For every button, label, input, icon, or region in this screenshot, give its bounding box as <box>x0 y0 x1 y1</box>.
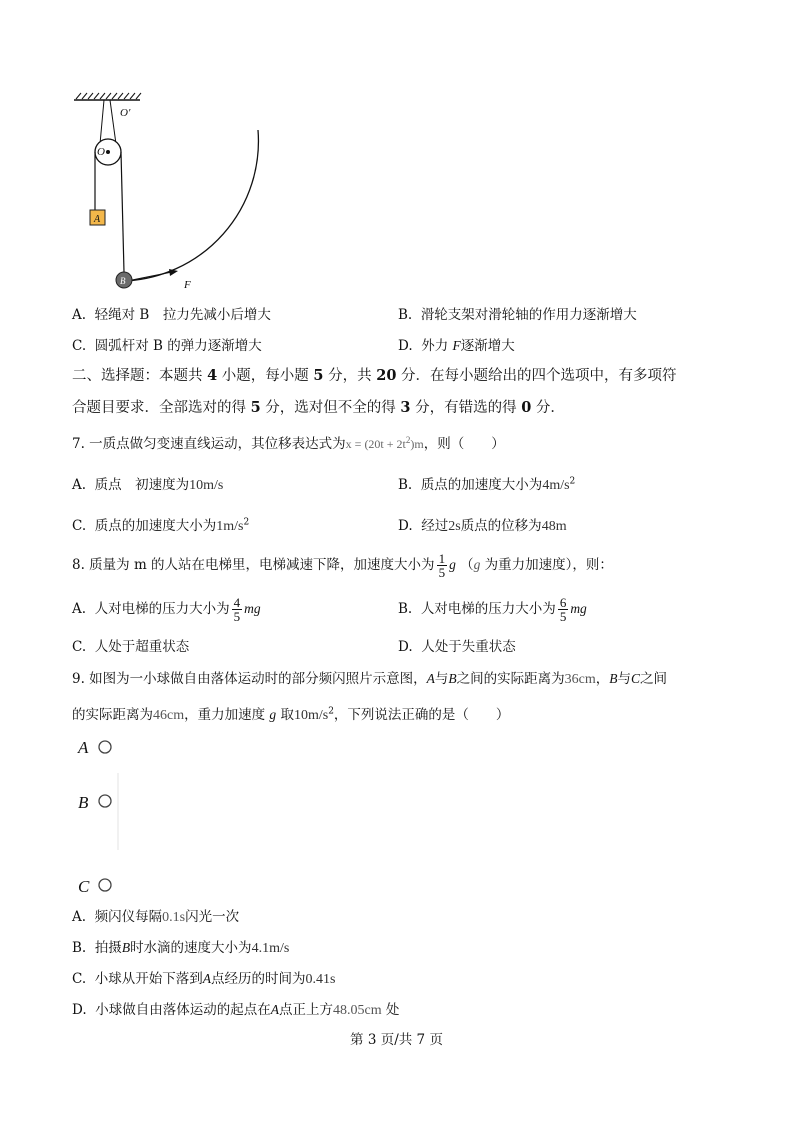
q9-option-b: B. 拍摄B时水滴的速度大小为4.1m/s <box>72 940 290 956</box>
option-prefix: C. <box>72 338 87 354</box>
section-2-instructions-line1: 二、选择题：本题共 4 小题，每小题 5 分，共 20 分．在每小题给出的四个选项中，有多项符 <box>72 367 677 384</box>
fraction: $\frac{4}{5}$ <box>233 595 241 624</box>
q7-formula: $x = (20t + 2t^2)m$ <box>345 435 424 451</box>
q8-option-b: B. 人对电梯的压力大小为 $\frac{6}{5}$ mg <box>398 595 587 624</box>
q7-stem: 7. 一质点做匀变速直线运动，其位移表达式为$x = (20t + 2t^2)m$，则（ ） <box>72 435 505 452</box>
option-text: 轻绳对 B 拉力先减小后增大 <box>94 307 271 323</box>
page-number: 第 3 页/共 7 页 <box>350 1032 443 1048</box>
q8-option-d: D. 人处于失重状态 <box>398 639 516 655</box>
ceiling-hatching <box>76 93 141 99</box>
option-text: 外力 <box>421 338 453 354</box>
q8-option-a: A. 人对电梯的压力大小为 $\frac{4}{5}$ mg <box>72 595 261 624</box>
q7-option-c: C. 质点的加速度大小为$1m/s^2$ <box>72 517 250 534</box>
strobe-ball-A <box>99 741 111 753</box>
option-text: 逐渐增大 <box>460 338 515 354</box>
arc-rod <box>124 130 258 281</box>
option-text: 滑轮支架对滑轮轴的作用力逐渐增大 <box>420 307 637 323</box>
q6-option-c <box>72 337 262 355</box>
strobe-label-A: A <box>78 738 89 757</box>
q8-stem: 8. 质量为 m 的人站在电梯里，电梯减速下降，加速度大小为 $\frac{1}{5}$ g （g 为重力加速度），则： <box>72 551 613 580</box>
section-2-instructions-line2: 合题目要求．全部选对的得 5 分，选对但不全的得 3 分，有错选的得 0 分． <box>72 399 565 416</box>
option-var: F <box>452 338 461 353</box>
support-left <box>100 100 104 144</box>
q9-option-c: C. 小球从开始下落到A点经历的时间为0.41s <box>72 971 336 987</box>
option-prefix: B. <box>398 307 413 323</box>
label-O-prime: O′ <box>120 107 131 119</box>
q6-pulley-figure <box>60 88 280 298</box>
option-text: 圆弧杆对 B 的弹力逐渐增大 <box>94 338 262 354</box>
support-right <box>110 100 116 144</box>
strobe-label-B: B <box>78 793 89 812</box>
option-prefix: D. <box>398 338 413 354</box>
q9-option-a: A. 频闪仪每隔0.1s闪光一次 <box>72 909 240 925</box>
q9-stem-line2: 的实际距离为46cm，重力加速度 g 取$10m/s^2$，下列说法正确的是（ ） <box>72 706 510 723</box>
strobe-ball-C <box>99 879 111 891</box>
q6-option-b <box>398 306 637 324</box>
fraction: $\frac{1}{5}$ <box>438 551 446 580</box>
strobe-ball-B <box>99 795 111 807</box>
q9-option-d: D. 小球做自由落体运动的起点在A点正上方48.05cm 处 <box>72 1002 400 1018</box>
q7-option-a: A. 质点 初速度为10m/s <box>72 477 224 493</box>
q6-option-d <box>398 337 515 355</box>
strobe-label-C: C <box>78 877 90 896</box>
label-A: A <box>94 214 101 225</box>
q7-option-b: B. 质点的加速度大小为$4m/s^2$ <box>398 476 576 493</box>
q6-option-a <box>72 306 271 324</box>
force-arrow <box>132 272 172 280</box>
label-B: B <box>120 276 126 286</box>
force-arrowhead <box>169 269 178 276</box>
fraction: $\frac{6}{5}$ <box>559 595 567 624</box>
rope-to-B <box>121 152 124 272</box>
label-F: F <box>184 279 191 291</box>
q9-strobe-figure <box>72 735 132 900</box>
label-O: O <box>97 146 105 158</box>
option-prefix: A. <box>72 307 87 323</box>
q9-stem-line1: 9. 如图为一小球做自由落体运动时的部分频闪照片示意图，A与B之间的实际距离为36cm，B与C之间 <box>72 671 668 687</box>
q7-option-d: D. 经过2s质点的位移为48m <box>398 518 567 534</box>
pulley-axle <box>106 150 110 154</box>
q8-option-c: C. 人处于超重状态 <box>72 639 190 655</box>
